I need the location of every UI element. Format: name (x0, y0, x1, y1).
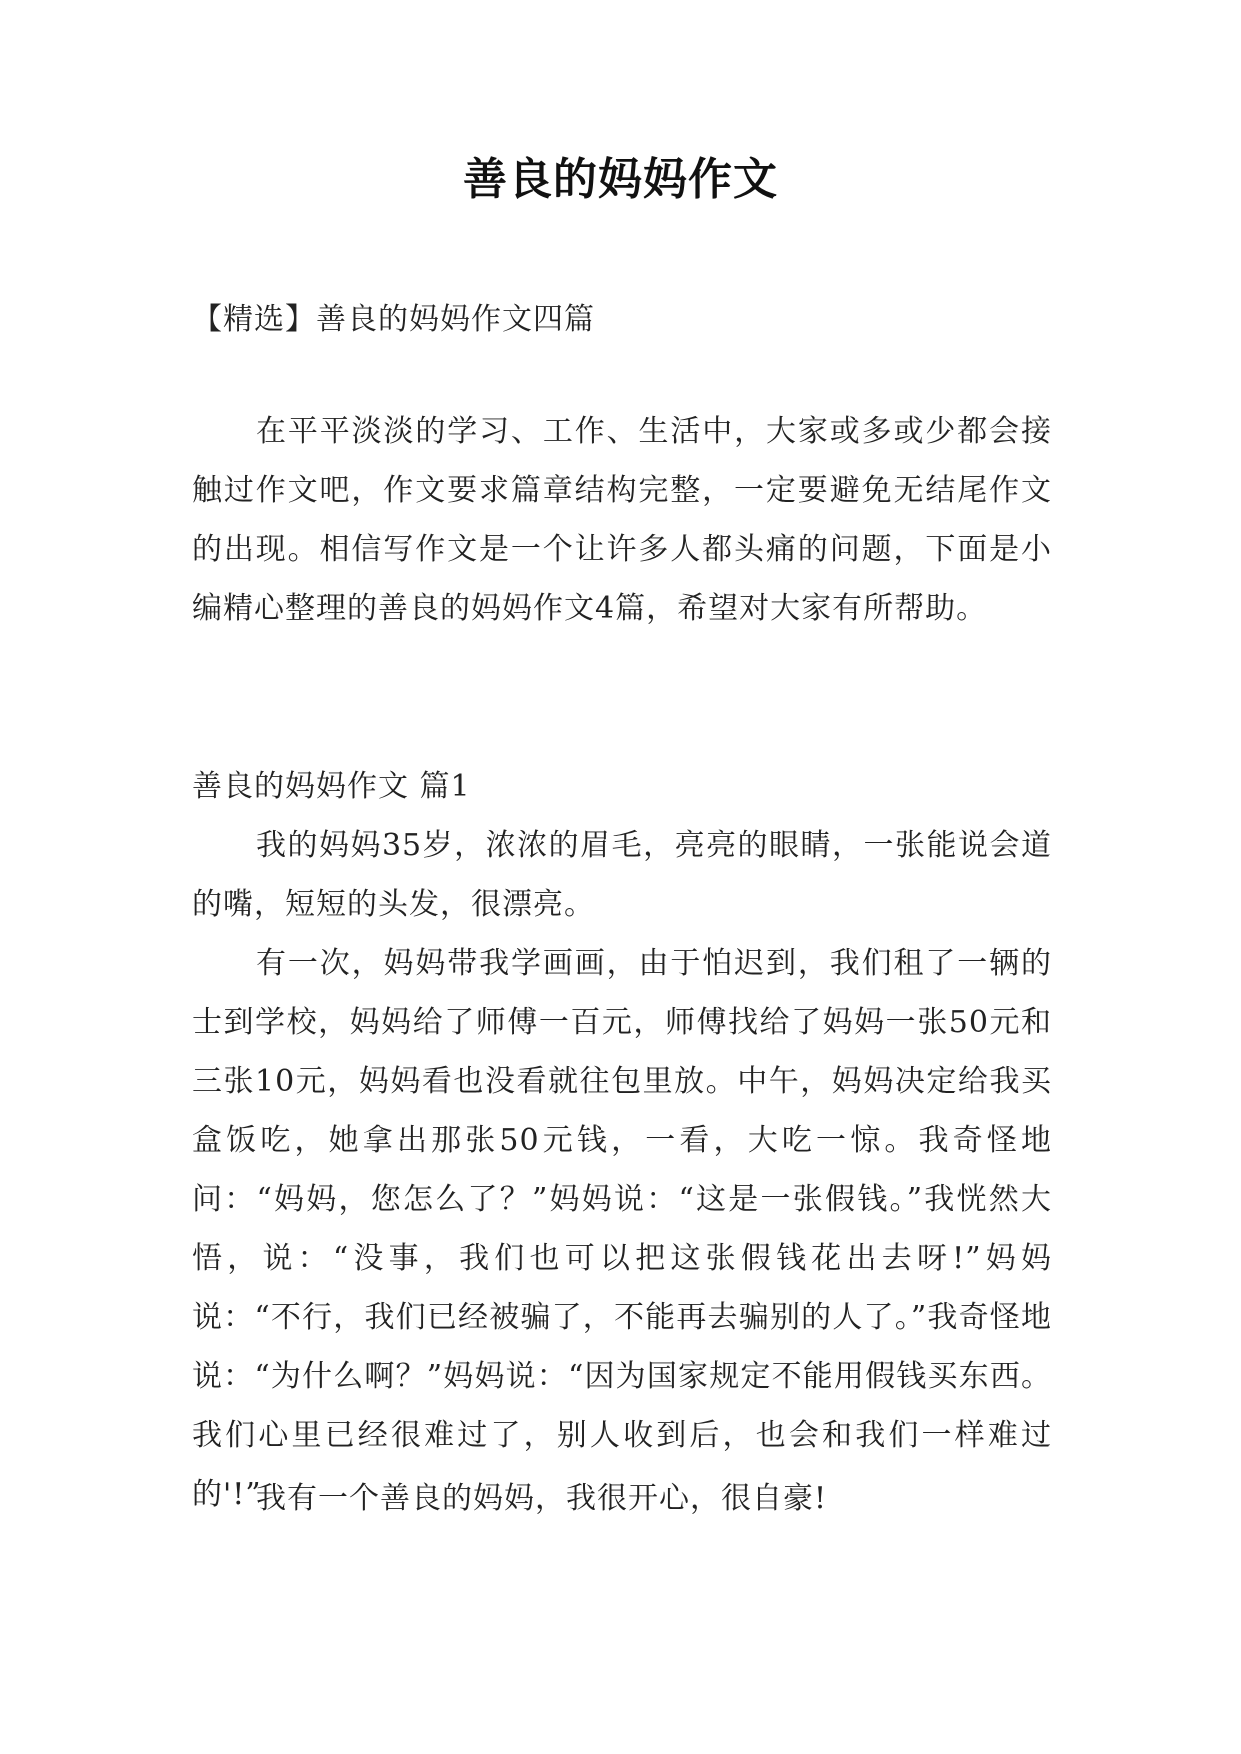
document-subtitle: 【精选】善良的妈妈作文四篇 (192, 302, 595, 337)
body-paragraph: 有一次，妈妈带我学画画，由于怕迟到，我们租了一辆的士到学校，妈妈给了师傅一百元，师傅找给了妈妈一张50元和三张10元，妈妈看也没看就往包里放。中午，妈妈决定给我买盒饭吃，她拿出那张50元钱，一看，大吃一惊。我奇怪地问：“妈妈，您怎么了？”妈妈说：“这是一张假钱。”我恍然大悟，说：“没事，我们也可以把这张假钱花出去呀!”妈妈说：“不行，我们已经被骗了，不能再去骗别的人了。”我奇怪地说：“为什么啊？”妈妈说：“因为国家规定不能用假钱买东西。我们心里已经很难过了，别人收到后，也会和我们一样难过的'!” (192, 946, 1052, 1512)
body-paragraph: 我的妈妈35岁，浓浓的眉毛，亮亮的眼睛，一张能说会道的嘴，短短的头发，很漂亮。 (192, 828, 1052, 922)
body-paragraph: 我有一个善良的妈妈，我很开心，很自豪! (256, 1481, 828, 1516)
section-heading: 善良的妈妈作文 篇1 (192, 769, 471, 804)
intro-paragraph: 在平平淡淡的学习、工作、生活中，大家或多或少都会接触过作文吧，作文要求篇章结构完整，一定要避免无结尾作文的出现。相信写作文是一个让许多人都头痛的问题，下面是小编精心整理的善良的妈妈作文4篇，希望对大家有所帮助。 (192, 414, 1052, 626)
document-title: 善良的妈妈作文 (463, 154, 778, 205)
